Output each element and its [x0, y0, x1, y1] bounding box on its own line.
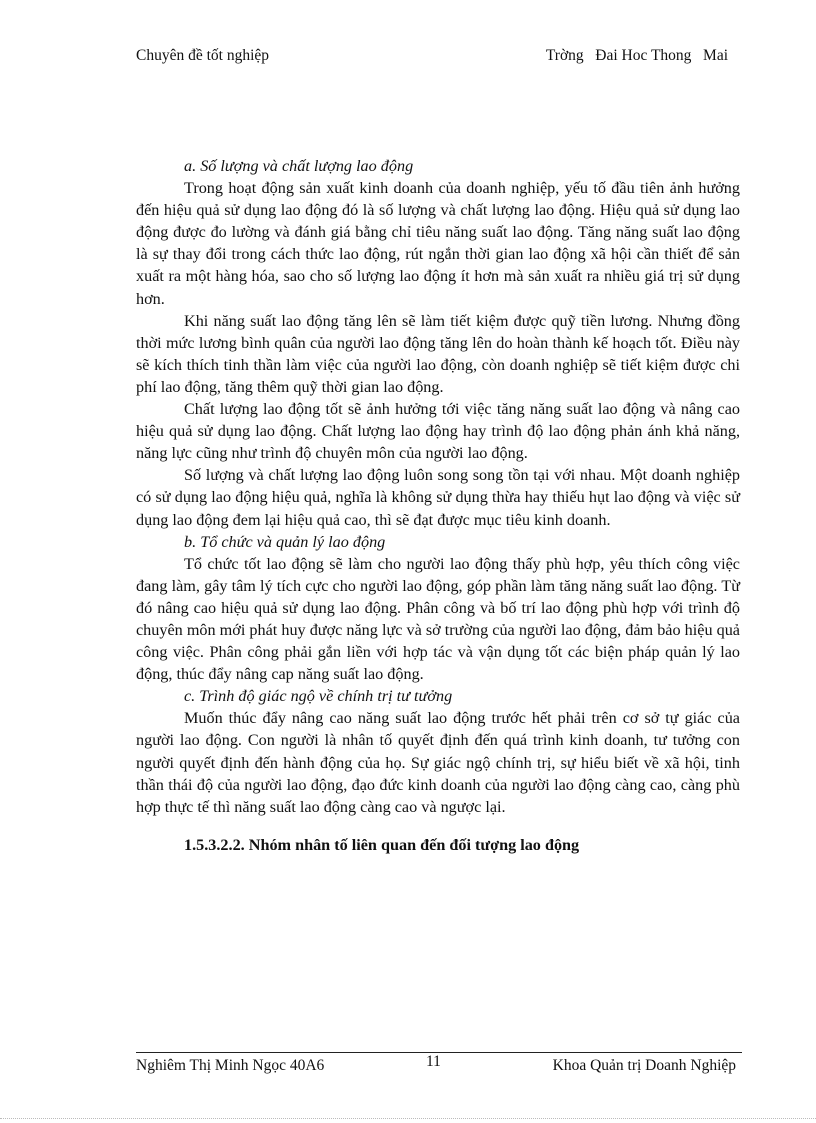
- paragraph-6: Muốn thúc đẩy nâng cao năng suất lao động trước hết phải trên cơ sở tự giác của người lao động. Con người là nhân tố quyết định đến quá trình kinh doanh, tư tưởng con người quyết định đến hành động của họ. Sự giác ngộ chính trị, sự hiểu biết về xã hội, tinh thần thái độ của người lao động, đạo đức kinh doanh của người lao động càng cao, càng phù hợp thực tế thì năng suất lao động càng cao và ngược lại.: [136, 709, 740, 816]
- page-footer: [136, 1053, 736, 1079]
- paragraph-5: Tổ chức tốt lao động sẽ làm cho người lao động thấy phù hợp, yêu thích công việc đang làm, gây tâm lý tích cực cho người lao động, góp phần làm tăng năng suất lao động. Từ đó nâng cao hiệu quả sử dụng lao động. Phân công và bố trí lao động phù hợp với trình độ chuyên môn mới phát huy được năng lực và sở trường của người lao động, đảm bảo hiệu quả công việc. Phân công phải gắn liền với hợp tác và vận dụng tốt các biện pháp quản lý lao động, thúc đẩy nâng cap năng suất lao động.: [136, 554, 740, 684]
- paragraph-4: Số lượng và chất lượng lao động luôn song song tồn tại với nhau. Một doanh nghiệp có sử dụng lao động hiệu quả, nghĩa là không sử dụng thừa hay thiếu hụt lao động và việc sử dụng lao động đem lại hiệu quả cao, thì sẽ đạt được mục tiêu kinh doanh.: [136, 466, 740, 529]
- paragraph-2: Khi năng suất lao động tăng lên sẽ làm tiết kiệm được quỹ tiền lương. Nhưng đồng thời mức lương bình quân của người lao động tăng lên do hoàn thành kế hoạch tốt. Điều này sẽ kích thích tinh thần làm việc của người lao động, còn doanh nghiệp sẽ tiết kiệm được chi phí lao động, tăng thêm quỹ thời gian lao động.: [136, 311, 740, 396]
- paragraph-3: Chất lượng lao động tốt sẽ ảnh hưởng tới việc tăng năng suất lao động và nâng cao hiệu quả sử dụng lao động. Chất lượng lao động hay trình độ lao động phản ánh khả năng, năng lực cũng như trình độ chuyên môn của người lao động.: [136, 400, 740, 463]
- page-bottom-border: [0, 1118, 816, 1119]
- section-title: 1.5.3.2.2. Nhóm nhân tố liên quan đến đối tượng lao động: [184, 835, 580, 854]
- heading-b: b. Tổ chức và quản lý lao động: [184, 532, 386, 551]
- header-right-text: Trờng Đai Hoc Thong Mai: [545, 47, 728, 64]
- heading-a: a. Số lượng và chất lượng lao động: [184, 157, 414, 175]
- footer-department: Khoa Quản trị Doanh Nghiệp: [552, 1057, 736, 1074]
- document-body: [136, 155, 740, 856]
- heading-c: c. Trình độ giác ngộ về chính trị tư tưởng: [184, 687, 453, 706]
- paragraph-1: Trong hoạt động sản xuất kinh doanh của doanh nghiệp, yếu tố đầu tiên ảnh hưởng đến hiệu quả sử dụng lao động đó là số lượng và chất lượng lao động. Hiệu quả sử dụng lao động được đo lường và đánh giá bằng chỉ tiêu năng suất lao động. Tăng năng suất lao động là sự thay đổi trong cách thức lao động, rút ngắn thời gian lao động xã hội cần thiết để sản xuất ra một hàng hóa, sao cho số lượng lao động ít hơn mà sản xuất ra nhiều giá trị sử dụng hơn.: [136, 179, 740, 308]
- page-number: 11: [426, 1053, 441, 1070]
- header-left-text: Chuyên đề tốt nghiệp: [136, 47, 270, 64]
- page-header: [136, 47, 728, 73]
- footer-author: Nghiêm Thị Minh Ngọc 40A6: [136, 1057, 325, 1074]
